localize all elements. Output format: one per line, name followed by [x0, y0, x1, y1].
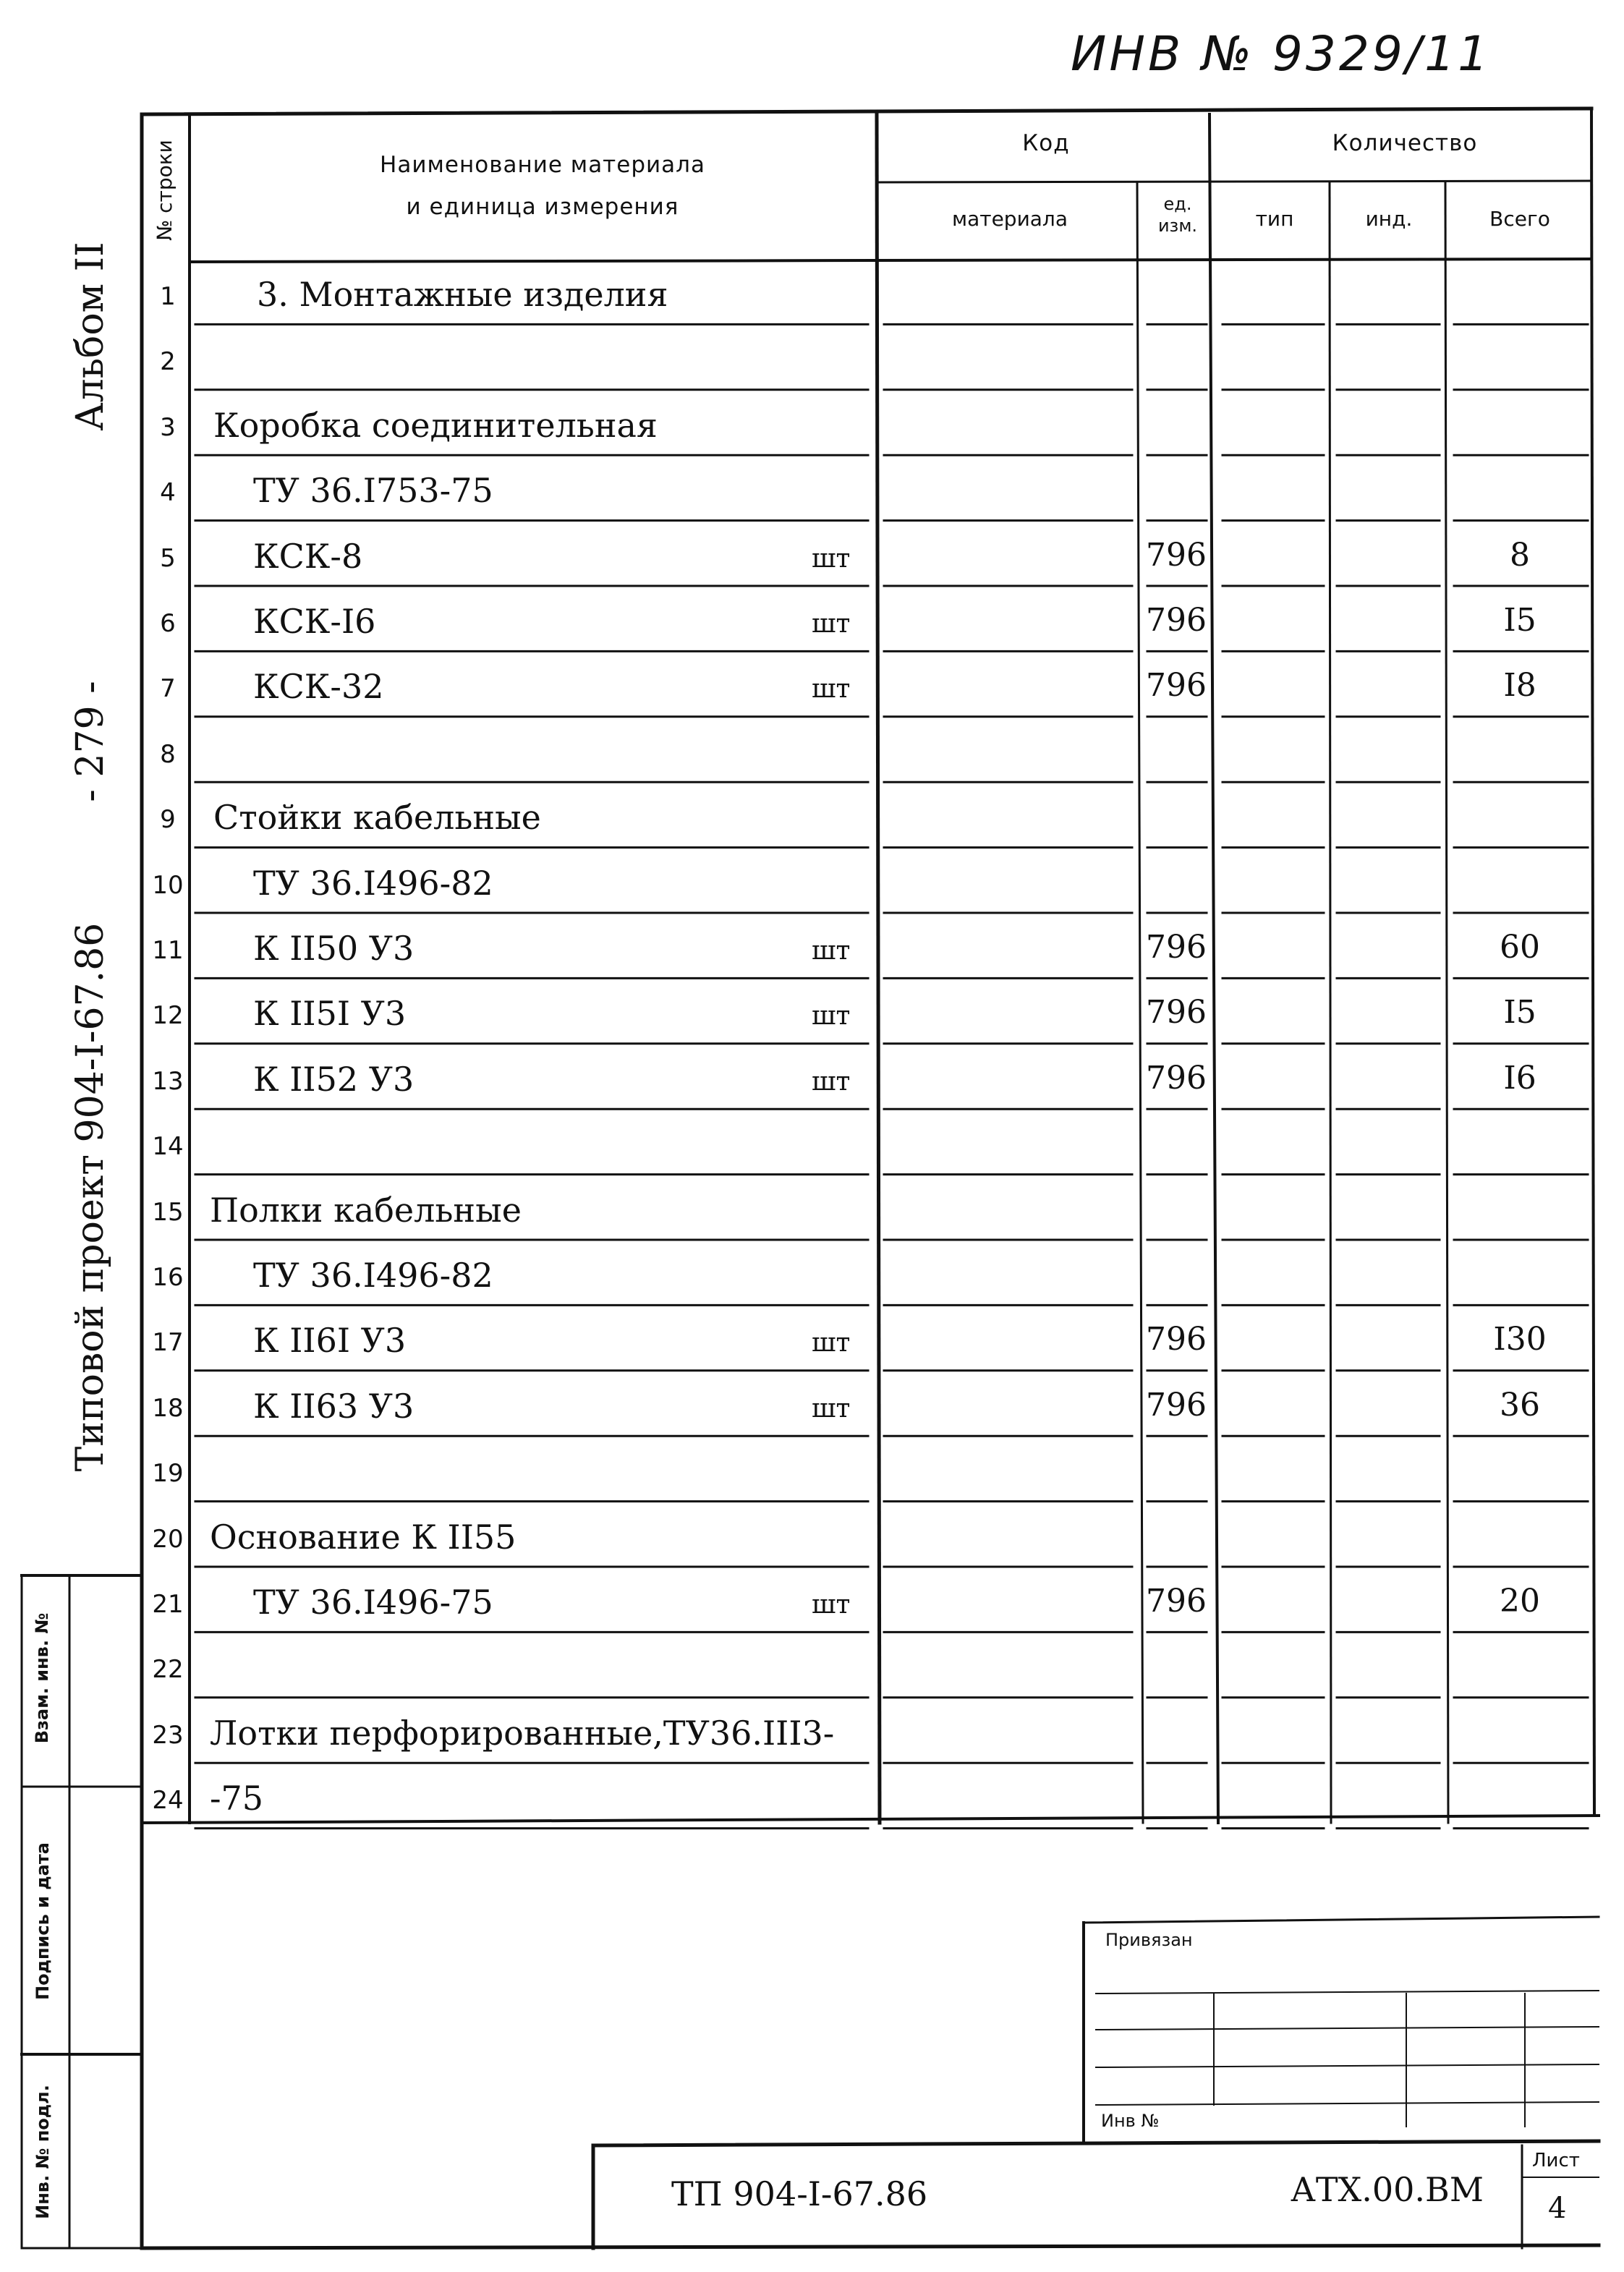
replaced-inv-label: Взам. инв. № — [32, 1612, 52, 1744]
total-quantity: 8 — [1510, 536, 1530, 574]
header-qty-total: Всего — [1489, 207, 1550, 231]
row-number: 5 — [160, 543, 176, 573]
header-qty-type: тип — [1255, 207, 1294, 231]
material-name: К II52 У3 — [253, 1059, 414, 1099]
header-name-line2: и единица измерения — [406, 194, 679, 220]
unit-code: 796 — [1146, 929, 1207, 966]
material-name: КСК-8 — [253, 536, 363, 576]
row-number: 22 — [152, 1655, 184, 1685]
row-number: 1 — [160, 282, 176, 311]
row-number: 11 — [152, 936, 184, 965]
unit-code: 796 — [1146, 994, 1207, 1031]
material-name: КСК-32 — [253, 667, 384, 707]
total-quantity: I5 — [1503, 602, 1536, 639]
material-name: ТУ 36.I496-82 — [253, 1256, 493, 1295]
unit-label: шт — [812, 1590, 851, 1620]
header-unit-line1: ед. — [1163, 194, 1192, 214]
unit-code: 796 — [1146, 1059, 1207, 1097]
material-name: ТУ 36.I496-82 — [253, 863, 493, 903]
row-number: 13 — [152, 1066, 184, 1096]
header-code-group: Код — [1022, 130, 1070, 156]
unit-code: 796 — [1146, 602, 1207, 639]
unit-code: 796 — [1146, 1321, 1207, 1358]
signature-date-label: Подпись и дата — [33, 1842, 53, 2000]
material-name: К II50 У3 — [253, 929, 414, 968]
unit-code: 796 — [1146, 667, 1207, 705]
attachments-label: Привязан — [1105, 1930, 1193, 1950]
total-quantity: I30 — [1493, 1321, 1547, 1358]
row-number: 10 — [152, 870, 184, 900]
row-number: 12 — [152, 1001, 184, 1031]
material-name: К II63 У3 — [253, 1386, 414, 1426]
unit-label: шт — [812, 1328, 851, 1358]
unit-code: 796 — [1146, 536, 1207, 574]
material-name: Стойки кабельные — [213, 798, 541, 838]
header-code-material: материала — [951, 207, 1068, 231]
unit-label: шт — [812, 674, 851, 705]
header-qty-group: Количество — [1332, 130, 1478, 156]
row-number: 9 — [160, 805, 176, 835]
stamp-inv-label: Инв № — [1101, 2111, 1160, 2131]
row-number: 19 — [152, 1459, 184, 1489]
total-quantity: 36 — [1500, 1386, 1540, 1424]
row-number: 7 — [160, 674, 176, 704]
total-quantity: I5 — [1503, 994, 1536, 1031]
header-line-number: № строки — [153, 140, 177, 241]
header-unit-line2: изм. — [1157, 216, 1198, 236]
project-label: Типовой проект 904-I-67.86 — [69, 922, 112, 1472]
unit-code: 796 — [1146, 1386, 1207, 1424]
material-name: Лотки перфорированные,ТУ36.III3- — [210, 1713, 835, 1753]
unit-label: шт — [812, 1066, 851, 1097]
row-number: 23 — [152, 1720, 184, 1750]
row-number: 21 — [152, 1590, 184, 1619]
material-name: ТУ 36.I753-75 — [253, 471, 493, 511]
material-name: Коробка соединительная — [213, 405, 658, 445]
row-number: 14 — [152, 1132, 184, 1162]
row-number: 8 — [160, 739, 176, 769]
row-number: 3 — [160, 412, 176, 442]
unit-label: шт — [812, 1393, 851, 1424]
sheet-label: Лист — [1532, 2150, 1580, 2171]
page-number-label: - 279 - — [69, 681, 112, 802]
material-name: К II5I У3 — [253, 994, 407, 1034]
unit-label: шт — [812, 1001, 851, 1031]
total-quantity: 20 — [1500, 1583, 1540, 1620]
album-label: Альбом II — [69, 242, 112, 431]
material-name: К II6I У3 — [253, 1321, 407, 1361]
row-number: 20 — [152, 1524, 184, 1554]
material-name: 3. Монтажные изделия — [257, 275, 668, 314]
row-number: 24 — [152, 1786, 184, 1816]
unit-label: шт — [812, 543, 851, 574]
row-number: 18 — [152, 1393, 184, 1423]
material-name: ТУ 36.I496-75 — [253, 1583, 493, 1622]
document-code: АТХ.00.ВМ — [1291, 2170, 1484, 2209]
original-inv-label: Инв. № подл. — [33, 2085, 53, 2219]
total-quantity: I6 — [1503, 1059, 1536, 1097]
total-quantity: I8 — [1503, 667, 1536, 705]
unit-label: шт — [812, 609, 851, 639]
sheet-number: 4 — [1548, 2192, 1567, 2225]
header-qty-ind: инд. — [1365, 207, 1413, 231]
row-number: 6 — [160, 609, 176, 638]
row-number: 2 — [160, 347, 176, 377]
row-number: 17 — [152, 1328, 184, 1358]
unit-label: шт — [812, 936, 851, 966]
handwritten-inventory-note: ИНВ № 9329/11 — [1071, 26, 1492, 82]
row-number: 15 — [152, 1197, 184, 1227]
material-name: Полки кабельные — [210, 1190, 522, 1230]
total-quantity: 60 — [1500, 929, 1540, 966]
material-name: Основание К II55 — [210, 1517, 516, 1557]
material-name: КСК-I6 — [253, 602, 376, 641]
unit-code: 796 — [1146, 1583, 1207, 1620]
material-name: -75 — [210, 1779, 264, 1818]
header-name-line1: Наименование материала — [380, 152, 705, 178]
row-number: 4 — [160, 478, 176, 508]
row-number: 16 — [152, 1263, 184, 1292]
project-code: ТП 904-I-67.86 — [671, 2174, 928, 2213]
